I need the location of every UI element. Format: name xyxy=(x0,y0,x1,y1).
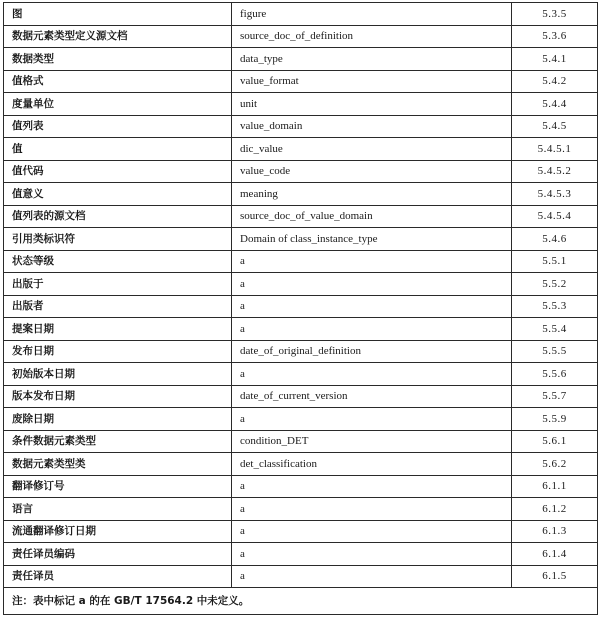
attribute-name-cell: 初始版本日期 xyxy=(4,363,232,386)
attribute-code-cell: a xyxy=(232,565,512,588)
attribute-name-cell: 语言 xyxy=(4,498,232,521)
attribute-name-cell: 条件数据元素类型 xyxy=(4,430,232,453)
table-note-row xyxy=(4,588,598,615)
attribute-code-cell: a xyxy=(232,520,512,543)
attribute-code-cell: a xyxy=(232,250,512,273)
attribute-name-cell: 数据类型 xyxy=(4,48,232,71)
attribute-name-cell: 值 xyxy=(4,138,232,161)
attribute-name-cell: 责任译员 xyxy=(4,565,232,588)
table-row xyxy=(4,363,598,386)
table-row xyxy=(4,250,598,273)
table-body xyxy=(4,3,598,588)
table-row xyxy=(4,93,598,116)
clause-reference-cell: 5.5.5 xyxy=(512,340,598,363)
attribute-name-cell: 值列表的源文档 xyxy=(4,205,232,228)
attribute-name-cell: 数据元素类型定义源文档 xyxy=(4,25,232,48)
table-row xyxy=(4,430,598,453)
table-row xyxy=(4,228,598,251)
table-row xyxy=(4,520,598,543)
attribute-name-cell: 责任译员编码 xyxy=(4,543,232,566)
attribute-code-cell: source_doc_of_definition xyxy=(232,25,512,48)
attribute-name-cell: 图 xyxy=(4,3,232,26)
attribute-name-cell: 发布日期 xyxy=(4,340,232,363)
clause-reference-cell: 5.4.5 xyxy=(512,115,598,138)
table-row xyxy=(4,160,598,183)
attribute-name-cell: 提案日期 xyxy=(4,318,232,341)
attribute-name-cell: 状态等级 xyxy=(4,250,232,273)
table-row xyxy=(4,295,598,318)
clause-reference-cell: 6.1.1 xyxy=(512,475,598,498)
table-row xyxy=(4,318,598,341)
clause-reference-cell: 5.4.5.2 xyxy=(512,160,598,183)
attribute-name-cell: 数据元素类型类 xyxy=(4,453,232,476)
attribute-code-cell: a xyxy=(232,498,512,521)
attribute-code-cell: dic_value xyxy=(232,138,512,161)
attribute-name-cell: 引用类标识符 xyxy=(4,228,232,251)
table-row xyxy=(4,408,598,431)
document-page xyxy=(3,2,597,639)
attribute-code-cell: a xyxy=(232,408,512,431)
attribute-code-cell: value_code xyxy=(232,160,512,183)
clause-reference-cell: 5.6.2 xyxy=(512,453,598,476)
attribute-code-cell: date_of_original_definition xyxy=(232,340,512,363)
clause-reference-cell: 6.1.5 xyxy=(512,565,598,588)
table-row xyxy=(4,543,598,566)
clause-reference-cell: 5.5.2 xyxy=(512,273,598,296)
clause-reference-cell: 5.4.5.3 xyxy=(512,183,598,206)
table-row xyxy=(4,273,598,296)
clause-reference-cell: 5.4.4 xyxy=(512,93,598,116)
attribute-code-cell: source_doc_of_value_domain xyxy=(232,205,512,228)
clause-reference-cell: 5.3.6 xyxy=(512,25,598,48)
attribute-code-cell: det_classification xyxy=(232,453,512,476)
attribute-code-cell: condition_DET xyxy=(232,430,512,453)
table-row xyxy=(4,138,598,161)
attribute-code-cell: Domain of class_instance_type xyxy=(232,228,512,251)
clause-reference-cell: 5.4.6 xyxy=(512,228,598,251)
clause-reference-cell: 5.4.1 xyxy=(512,48,598,71)
clause-reference-cell: 5.4.2 xyxy=(512,70,598,93)
table-row xyxy=(4,453,598,476)
attribute-code-cell: value_domain xyxy=(232,115,512,138)
table-row xyxy=(4,25,598,48)
attribute-code-cell: a xyxy=(232,273,512,296)
clause-reference-cell: 5.5.3 xyxy=(512,295,598,318)
attribute-name-cell: 度量单位 xyxy=(4,93,232,116)
attribute-mapping-table xyxy=(3,2,598,615)
table-row xyxy=(4,565,598,588)
clause-reference-cell: 5.5.7 xyxy=(512,385,598,408)
attribute-name-cell: 值列表 xyxy=(4,115,232,138)
attribute-code-cell: a xyxy=(232,543,512,566)
attribute-code-cell: figure xyxy=(232,3,512,26)
table-row xyxy=(4,48,598,71)
attribute-code-cell: value_format xyxy=(232,70,512,93)
table-row xyxy=(4,475,598,498)
attribute-name-cell: 翻译修订号 xyxy=(4,475,232,498)
clause-reference-cell: 6.1.4 xyxy=(512,543,598,566)
attribute-code-cell: a xyxy=(232,295,512,318)
attribute-name-cell: 废除日期 xyxy=(4,408,232,431)
clause-reference-cell: 5.5.9 xyxy=(512,408,598,431)
attribute-name-cell: 出版于 xyxy=(4,273,232,296)
attribute-code-cell: a xyxy=(232,363,512,386)
attribute-name-cell: 流通翻译修订日期 xyxy=(4,520,232,543)
table-row xyxy=(4,205,598,228)
attribute-name-cell: 值格式 xyxy=(4,70,232,93)
attribute-name-cell: 值代码 xyxy=(4,160,232,183)
table-row xyxy=(4,385,598,408)
clause-reference-cell: 5.6.1 xyxy=(512,430,598,453)
attribute-code-cell: data_type xyxy=(232,48,512,71)
clause-reference-cell: 5.4.5.1 xyxy=(512,138,598,161)
clause-reference-cell: 6.1.2 xyxy=(512,498,598,521)
attribute-code-cell: meaning xyxy=(232,183,512,206)
attribute-code-cell: date_of_current_version xyxy=(232,385,512,408)
clause-reference-cell: 6.1.3 xyxy=(512,520,598,543)
attribute-name-cell: 出版者 xyxy=(4,295,232,318)
clause-reference-cell: 5.5.6 xyxy=(512,363,598,386)
table-row xyxy=(4,3,598,26)
clause-reference-cell: 5.4.5.4 xyxy=(512,205,598,228)
table-row xyxy=(4,70,598,93)
attribute-name-cell: 版本发布日期 xyxy=(4,385,232,408)
table-note: 注：表中标记 a 的在 GB/T 17564.2 中未定义。 xyxy=(4,588,598,615)
attribute-code-cell: unit xyxy=(232,93,512,116)
clause-reference-cell: 5.3.5 xyxy=(512,3,598,26)
table-row xyxy=(4,498,598,521)
table-row xyxy=(4,115,598,138)
attribute-code-cell: a xyxy=(232,318,512,341)
table-row xyxy=(4,340,598,363)
clause-reference-cell: 5.5.4 xyxy=(512,318,598,341)
attribute-name-cell: 值意义 xyxy=(4,183,232,206)
table-row xyxy=(4,183,598,206)
attribute-code-cell: a xyxy=(232,475,512,498)
clause-reference-cell: 5.5.1 xyxy=(512,250,598,273)
